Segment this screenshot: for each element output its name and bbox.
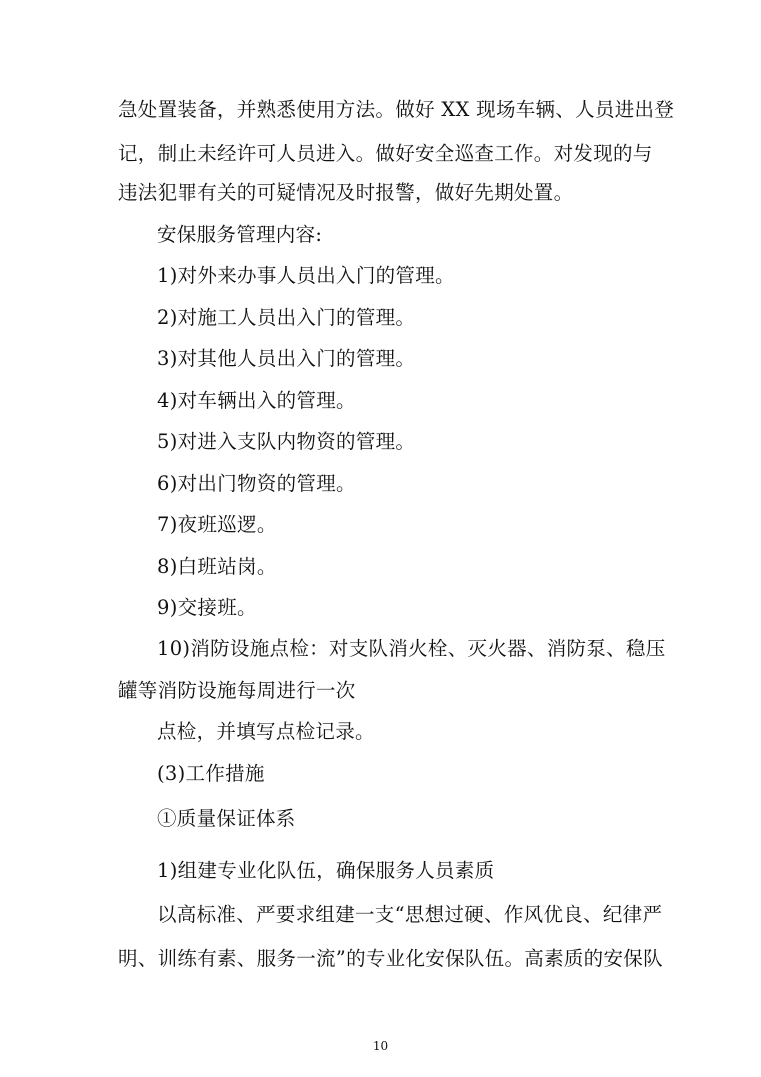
subsection-heading: ①质量保证体系	[157, 807, 296, 830]
body-text-line: 明、训练有素、服务一流”的专业化安保队伍。高素质的安保队	[118, 947, 663, 970]
list-item: 1)对外来办事人员出入门的管理。	[157, 264, 455, 287]
list-item: 1)组建专业化队伍，确保服务人员素质	[157, 859, 495, 882]
list-item: 9)交接班。	[157, 596, 257, 619]
body-text-line: 违法犯罪有关的可疑情况及时报警，做好先期处置。	[118, 181, 574, 204]
section-heading: 安保服务管理内容:	[157, 223, 323, 246]
list-item: 7)夜班巡逻。	[157, 513, 277, 536]
list-item: 10)消防设施点检：对支队消火栓、灭火器、消防泵、稳压	[157, 637, 666, 660]
body-text-line: 以高标准、严要求组建一支“思想过硬、作风优良、纪律严	[157, 903, 663, 926]
body-text-line: 急处置装备，并熟悉使用方法。做好 XX 现场车辆、人员进出登	[118, 98, 675, 121]
list-item: 8)白班站岗。	[157, 555, 277, 578]
section-heading: (3)工作措施	[157, 762, 265, 785]
body-text-line: 罐等消防设施每周进行一次	[118, 679, 356, 702]
list-item: 2)对施工人员出入门的管理。	[157, 306, 416, 329]
page-number: 10	[372, 1039, 389, 1053]
body-text-line: 点检，并填写点检记录。	[157, 720, 375, 743]
list-item: 3)对其他人员出入门的管理。	[157, 347, 416, 370]
list-item: 6)对出门物资的管理。	[157, 472, 356, 495]
body-text-line: 记，制止未经许可人员进入。做好安全巡查工作。对发现的与	[118, 142, 653, 165]
list-item: 5)对进入支队内物资的管理。	[157, 430, 416, 453]
list-item: 4)对车辆出入的管理。	[157, 389, 356, 412]
